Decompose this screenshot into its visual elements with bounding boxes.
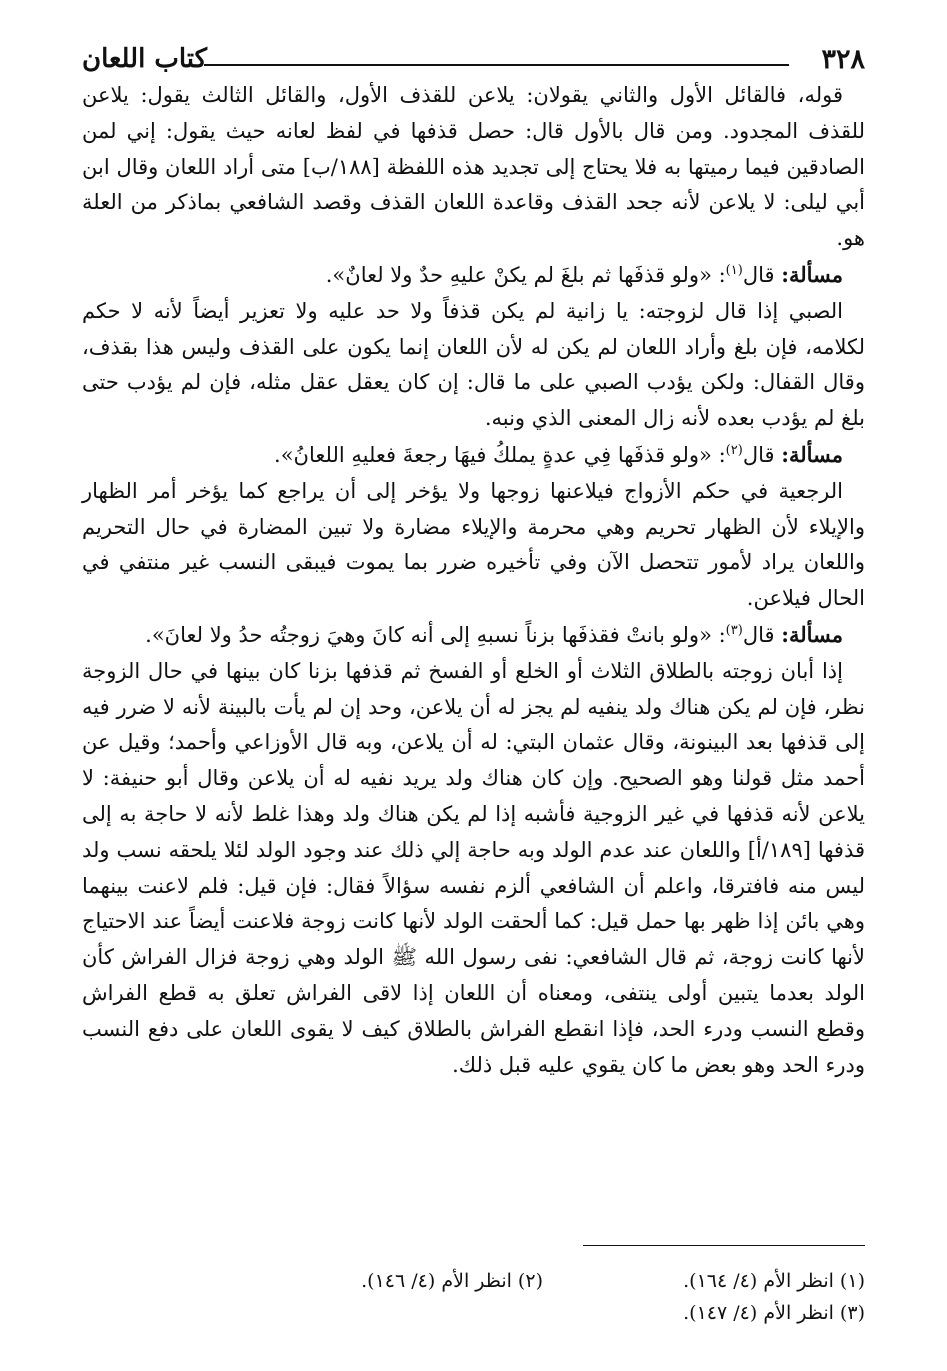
masala-3	[82, 617, 865, 654]
footnote-ref-1: (١)	[725, 262, 743, 278]
paragraph-3: الرجعية في حكم الأزواج فيلاعنها زوجها ولا يؤخر إلى أن يراجع كما يؤخر أمر الظهار والإيلاء لأن الظهار تحريم وهي محرمة والإيلاء مضارة ولا تبين المضارة في حال التحريم واللعان يراد لأمور تتحصل الآن وفي تأخيره ضرر بما يموت فيبقى النسب غير منتفي في الحال فيلاعن.	[82, 478, 865, 611]
footnote-rule	[583, 1245, 865, 1246]
qal-word: قال	[742, 262, 775, 287]
paragraph-4: إذا أبان زوجته بالطلاق الثلاث أو الخلع أو الفسخ ثم قذفها بزنا كان بينها في حال الزوجة نظر، فإن لم يكن هناك ولد ينفيه لم يجز له أن يلاعن، وحد إن لم يأت بالبينة لأنه لا ضرر فيه إلى قذفها بعد البينونة، وقال عثمان البتي: له أن يلاعن، وبه قال الأوزاعي وأحمد؛ وقيل عن أحمد مثل قولنا وهو الصحيح. وإن كان هناك ولد يريد نفيه له أن يلاعن وقال أبو حنيفة: لا يلاعن لأنه قذفها في غير الزوجية فأشبه إذا لم يكن هناك ولد وهذا غلط لأنه لا حاجة به إلى قذفها [١٨٩/أ] واللعان عند عدم الولد وبه حاجة إلي ذلك عند وجود الولد لئلا يلحقه نسب ولد ليس منه فافترقا، واعلم أن الشافعي ألزم نفسه سؤالاً فقال: فإن قيل: فلم لاعنت بينهما وهي بائن إذا ظهر بها حمل قيل: كما ألحقت الولد لأنها كانت زوجة فلاعنت أيضاً عند الاحتياج لأنها كانت زوجة، ثم قال الشافعي: نفى رسول الله ﷺ الولد وهي زوجة فزال الفراش كأن الولد بعدما يتبين أولى ينتفى، ومعناه أن اللعان إذا لاقى الفراش تعلق به قطع الفراش وقطع النسب ودرء الحد، فإذا انقطع الفراش بالطلاق كيف لا يقوى اللعان على دفع النسب ودرء الحد وهو بعض ما كان يقوي عليه قبل ذلك.	[82, 658, 866, 1077]
page-header	[82, 30, 865, 78]
footnote-row	[82, 1265, 865, 1297]
masala-label: مسألة:	[781, 621, 843, 647]
qal-word: قال	[742, 622, 775, 647]
footnote-row	[82, 1297, 865, 1329]
footnote-3: (٣) انظر الأم (٤/ ١٤٧).	[683, 1302, 865, 1324]
footnotes	[82, 1265, 865, 1329]
masala-quote: : «ولو بانتْ فقذفَها بزناً نسبهِ إلى أنه كانَ وهيَ زوجتُه حدُ ولا لعانَ».	[145, 622, 726, 647]
masala-label: مسألة:	[781, 441, 843, 467]
footnote-ref-3: (٣)	[725, 622, 743, 638]
masala-1	[82, 257, 865, 294]
footnote-ref-2: (٢)	[725, 442, 743, 458]
qal-word: قال	[742, 442, 775, 467]
paragraph-1: قوله، فالقائل الأول والثاني يقولان: يلاعن للقذف الأول، والقائل الثالث يقول: يلاعن للقذف المجدود. ومن قال بالأول قال: حصل قذفها في لفظ لعانه حيث يقول: إني لمن الصادقين فيما رميتها به فلا يحتاج إلى تجديد هذه اللفظة [١٨٨/ب] متى أراد اللعان وقال ابن أبي ليلى: لا يلاعن لأنه جحد القذف وقاعدة اللعان القذف وقصد الشافعي بماذكر من العلة هو.	[82, 83, 865, 251]
paragraph-2: الصبي إذا قال لزوجته: يا زانية لم يكن قذفاً ولا حد عليه ولا تعزير أيضاً لأنه لا حكم لكلامه، فإن بلغ وأراد اللعان لم يكن له لأن اللعان إنما يكون على القذف وليس هذا بقذف، وقال القفال: ولكن يؤدب الصبي على ما قال: إن كان يعقل عقل مثله، فإن لم يؤدب حتى بلغ لم يؤدب بعده لأنه زال المعنى الذي ونبه.	[82, 298, 865, 431]
header-rule	[204, 64, 789, 66]
masala-2	[82, 437, 865, 474]
masala-label: مسألة:	[781, 261, 843, 287]
footnote-1: (١) انظر الأم (٤/ ١٦٤).	[683, 1270, 865, 1292]
main-text	[82, 78, 865, 1083]
page-number: ٣٢٨	[821, 44, 865, 75]
masala-quote: : «ولو قذفَها فِي عدةٍ يملكُ فيهَا رجعةَ فعليهِ اللعانُ».	[274, 442, 726, 467]
footnote-2: (٢) انظر الأم (٤/ ١٤٦).	[361, 1270, 543, 1292]
masala-quote: : «ولو قذفَها ثم بلغَ لم يكنْ عليهِ حدٌ ولا لعانٌ».	[325, 262, 726, 287]
chapter-title: كتاب اللعان	[82, 44, 207, 74]
